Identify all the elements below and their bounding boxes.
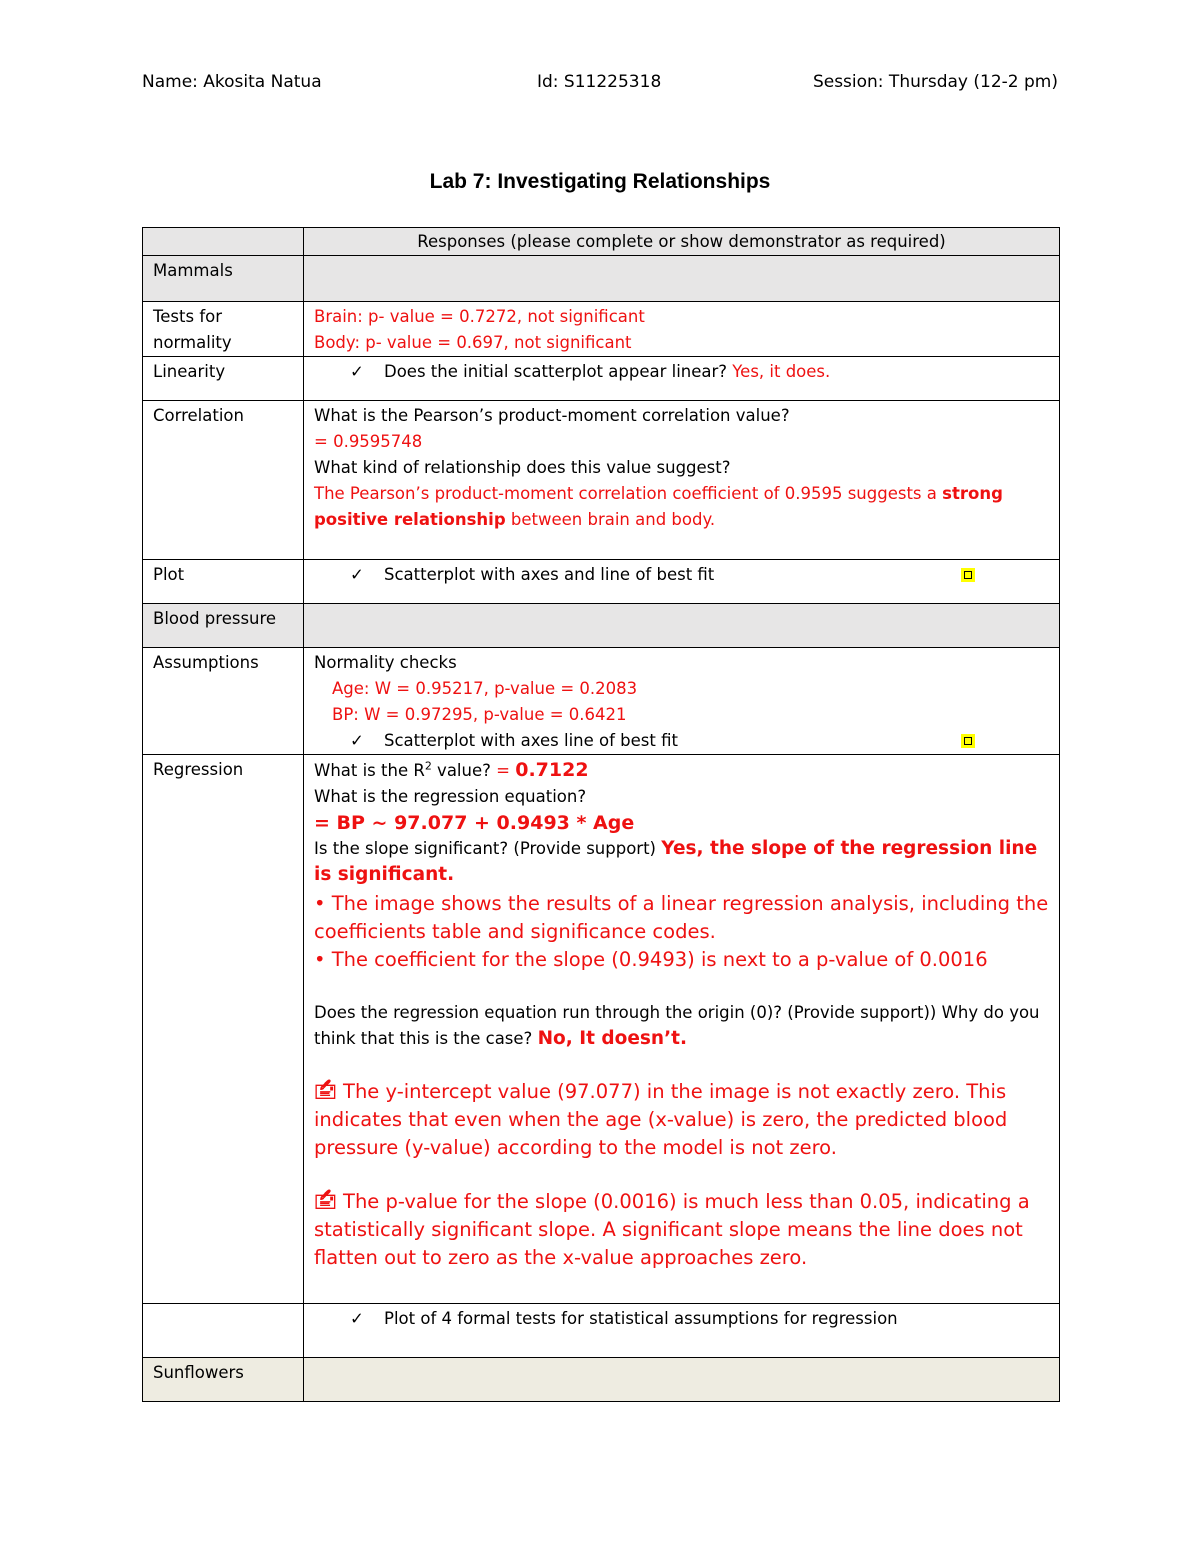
row-correlation: [143, 401, 1060, 560]
plot-response[interactable]: [304, 560, 1060, 604]
student-name: Name: Akosita Natua: [142, 72, 322, 92]
regression-bullet-2: • The coefficient for the slope (0.9493) is next to a p-value of 0.0016: [314, 948, 988, 971]
plot-text: Scatterplot with axes and line of best fit: [384, 565, 715, 584]
linearity-question: Does the initial scatterplot appear linear?: [384, 362, 733, 381]
row-linearity: [143, 357, 1060, 401]
correlation-answer-2: The Pearson’s product-moment correlation coefficient of 0.9595 suggests a strong positive relationship between brain and body.: [314, 484, 1003, 529]
check-icon: ✓: [350, 731, 364, 750]
section-response-blood-pressure[interactable]: [304, 604, 1060, 648]
correlation-response[interactable]: [304, 401, 1060, 560]
check-icon: ✓: [350, 565, 364, 584]
correlation-answer-1: = 0.9595748: [314, 432, 423, 451]
responses-header: Responses (please complete or show demonstrator as required): [304, 228, 1060, 256]
linearity-response[interactable]: [304, 357, 1060, 401]
row-label-linearity: Linearity: [143, 357, 304, 401]
row-label-correlation: Correlation: [143, 401, 304, 560]
checkbox-icon[interactable]: [961, 568, 975, 582]
section-row-mammals: [143, 256, 1060, 302]
section-row-sunflowers: [143, 1358, 1060, 1402]
section-label-blood-pressure: Blood pressure: [143, 604, 304, 648]
origin-question: Does the regression equation run through the origin (0)? (Provide support)) Why do you think that this is the case? No, It doesn’t.: [314, 1003, 1040, 1049]
section-label-sunflowers: Sunflowers: [143, 1358, 304, 1402]
section-label-mammals: Mammals: [143, 256, 304, 302]
page-header: [142, 72, 1058, 98]
row-label-regression: Regression: [143, 755, 304, 1304]
page-title: Lab 7: Investigating Relationships: [429, 170, 771, 193]
bp-normality-result: BP: W = 0.97295, p-value = 0.6421: [332, 705, 627, 724]
intercept-explanation: 🖆 The y-intercept value (97.077) in the image is not exactly zero. This indicates that even when the age (x-value) is zero, the predicted blood pressure (y-value) according to the model is not zero.: [314, 1080, 1008, 1159]
correlation-question-1: What is the Pearson’s product-moment correlation value?: [314, 406, 790, 425]
formal-tests-response[interactable]: [304, 1304, 1060, 1358]
row-label-normality: Tests for normality: [143, 302, 304, 357]
row-label-plot: Plot: [143, 560, 304, 604]
slope-explanation: 🖆 The p-value for the slope (0.0016) is much less than 0.05, indicating a statistically significant slope. A significant slope means the line does not flatten out to zero as the x-value approaches zero.: [314, 1190, 1030, 1269]
normality-checks-heading: Normality checks: [314, 653, 457, 672]
regression-bullet-1: • The image shows the results of a linear regression analysis, including the coefficients table and significance codes.: [314, 892, 1049, 943]
row-tests-for-normality: [143, 302, 1060, 357]
regression-equation-answer: = BP ~ 97.077 + 0.9493 * Age: [314, 812, 635, 834]
section-row-blood-pressure: [143, 604, 1060, 648]
row-assumptions: [143, 648, 1060, 755]
regression-response[interactable]: [304, 755, 1060, 1304]
checkbox-icon[interactable]: [961, 734, 975, 748]
formal-tests-text: Plot of 4 formal tests for statistical assumptions for regression: [384, 1309, 898, 1328]
pen-icon: 🖆: [314, 1080, 337, 1103]
normality-response[interactable]: [304, 302, 1060, 357]
row-formal-tests: [143, 1304, 1060, 1358]
linearity-answer: Yes, it does.: [732, 362, 831, 381]
table-header-row: [143, 228, 1060, 256]
lab-table: [142, 227, 1060, 1402]
row-label-empty: [143, 1304, 304, 1358]
age-normality-result: Age: W = 0.95217, p-value = 0.2083: [332, 679, 638, 698]
row-plot: [143, 560, 1060, 604]
check-icon: ✓: [350, 1309, 364, 1328]
correlation-question-2: What kind of relationship does this value suggest?: [314, 458, 731, 477]
assumptions-response[interactable]: [304, 648, 1060, 755]
assumptions-scatter-text: Scatterplot with axes line of best fit: [384, 731, 678, 750]
section-response-sunflowers[interactable]: [304, 1358, 1060, 1402]
section-response-mammals[interactable]: [304, 256, 1060, 302]
check-icon: ✓: [350, 362, 364, 381]
row-regression: [143, 755, 1060, 1304]
pen-icon: 🖆: [314, 1190, 337, 1213]
row-label-assumptions: Assumptions: [143, 648, 304, 755]
student-id: Id: S11225318: [537, 72, 662, 92]
header-empty-cell: [143, 228, 304, 256]
brain-normality-result: Brain: p- value = 0.7272, not significant: [314, 307, 645, 326]
regression-equation-question: What is the regression equation?: [314, 787, 587, 806]
slope-significance: Is the slope significant? (Provide support) Yes, the slope of the regression line is significant.: [314, 838, 1038, 885]
r-squared-line: What is the $R^2$ value? = 0.7122: [314, 759, 589, 781]
body-normality-result: Body: p- value = 0.697, not significant: [314, 333, 632, 352]
session-info: Session: Thursday (12-2 pm): [812, 72, 1058, 92]
